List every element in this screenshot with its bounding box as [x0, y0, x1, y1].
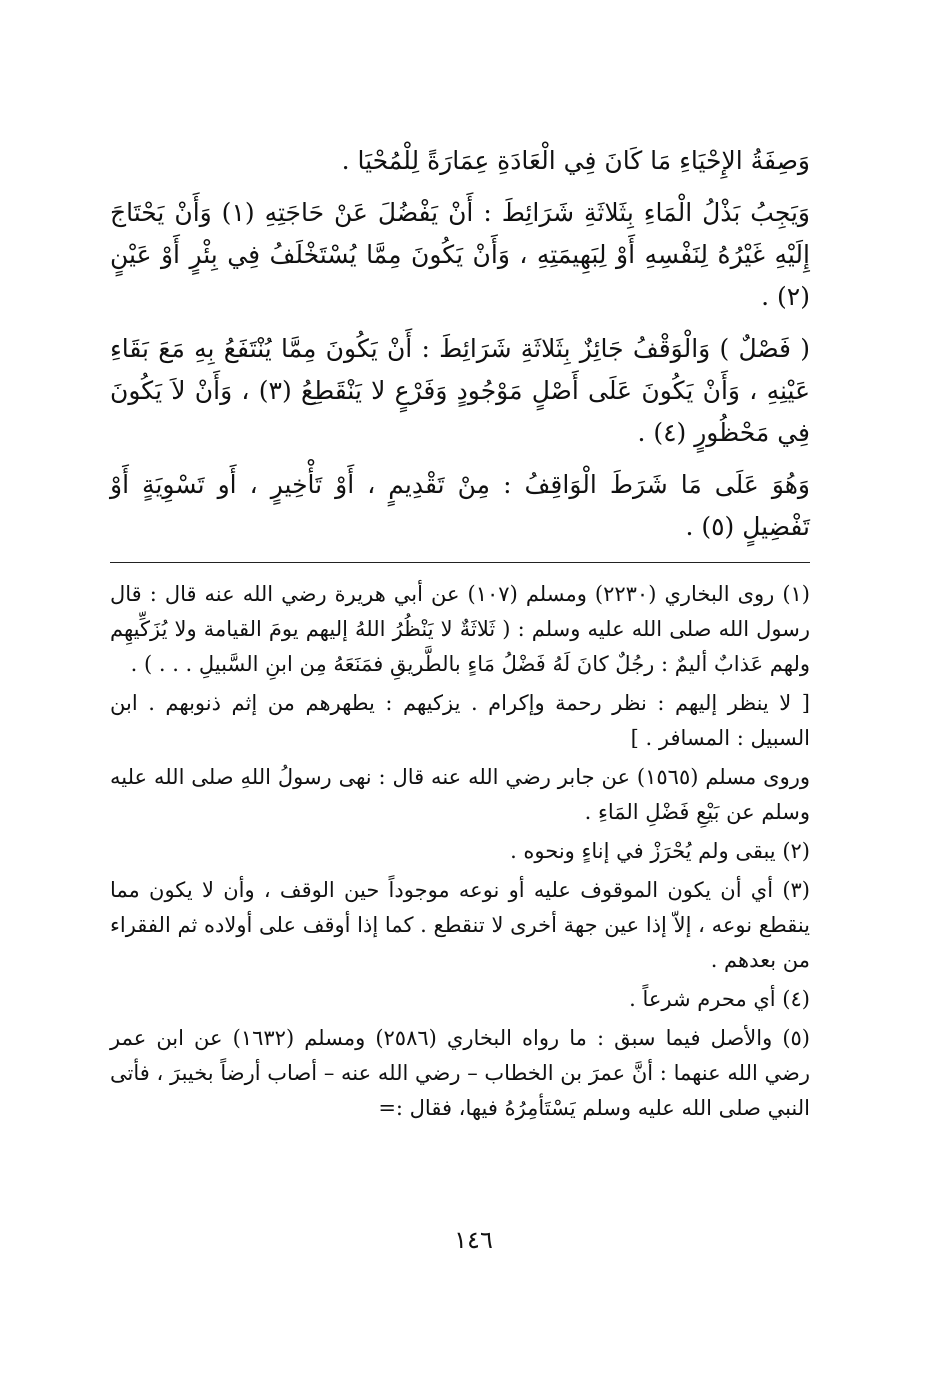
footnotes [110, 577, 810, 1126]
book-page [110, 140, 810, 1130]
footnote-separator [110, 562, 810, 563]
main-paragraph: وَصِفَةُ الإِحْيَاءِ مَا كَانَ فِي الْعَادَةِ عِمَارَةً لِلْمُحْيَا . [341, 146, 810, 175]
main-paragraph: وَهُوَ عَلَى مَا شَرَطَ الْوَاقِفُ : مِنْ تَقْدِيمٍ ، أَوْ تَأْخِيرٍ ، أَو تَسْوِيَةٍ أَوْ تَفْضِيلٍ (٥) . [110, 470, 810, 541]
footnote: (٤) أي محرم شرعاً . [629, 987, 810, 1011]
footnote: وروى مسلم (١٥٦٥) عن جابر رضي الله عنه قال : نهى رسولُ اللهِ صلى الله عليه وسلم عن بَيْعِ فَضْلِ المَاءِ . [110, 765, 810, 824]
main-paragraph: ( فَصْلٌ ) وَالْوَقْفُ جَائِزٌ بِثَلاثَةِ شَرَائِطَ : أَنْ يَكُونَ مِمَّا يُنْتَفَعُ بِهِ مَعَ بَقَاءِ عَيْنِهِ ، وَأَنْ يَكُونَ عَلَى أَصْلٍ مَوْجُودٍ وَفَرْعٍ لا يَنْقَطِعُ (٣) ، وَأَنْ لاَ يَكُونَ فِي مَحْظُورٍ (٤) . [110, 334, 810, 447]
footnote: (٣) أي أن يكون الموقوف عليه أو نوعه موجوداً حين الوقف ، وأن لا يكون مما ينقطع نوعه ، إلاّ إذا عين جهة أخرى لا تنقطع . كما إذا أوقف على أولاده ثم الفقراء من بعدهم . [110, 878, 810, 972]
main-paragraph: وَيَجِبُ بَذْلُ الْمَاءِ بِثَلاثَةِ شَرَائِطَ : أَنْ يَفْضُلَ عَنْ حَاجَتِهِ (١) وَأَنْ يَحْتَاجَ إِلَيْهِ غَيْرُهُ لِنَفْسِهِ أَوْ لِبَهِيمَتِهِ ، وَأَنْ يَكُونَ مِمَّا يُسْتَخْلَفُ فِي بِئْرٍ أَوْ عَيْنٍ (٢) . [110, 198, 811, 311]
page-number: ١٤٦ [454, 1226, 493, 1254]
footnote: (٢) يبقى ولم يُحْرَزْ في إناءٍ ونحوه . [510, 839, 810, 863]
main-text [110, 140, 810, 548]
footnote: (١) روى البخاري (٢٢٣٠) ومسلم (١٠٧) عن أبي هريرة رضي الله عنه قال : قال رسول الله صلى الله عليه وسلم : ( ثَلاثَةٌ لا يَنْظُرُ اللهُ إليهم يومَ القيامة ولا يُزَكِّيهِم ولهم عَذابٌ أليمٌ : رجُلٌ كانَ لَهُ فَضْلُ مَاءٍ بالطَّريقِ فمَنَعَهُ مِن ابنِ السَّبيلِ . . . ) . [110, 582, 810, 676]
footnote: [ لا ينظر إليهم : نظر رحمة وإكرام . يزكيهم : يطهرهم من إثم ذنوبهم . ابن السبيل : المسافر . ] [110, 691, 810, 750]
footnote: (٥) والأصل فيما سبق : ما رواه البخاري (٢٥٨٦) ومسلم (١٦٣٢) عن ابن عمر رضي الله عنهما : أنَّ عمرَ بن الخطاب – رضي الله عنه – أصاب أرضاً بخيبرَ ، فأتى النبي صلى الله عليه وسلم يَسْتَأمِرُهُ فيها، فقال := [110, 1026, 810, 1120]
